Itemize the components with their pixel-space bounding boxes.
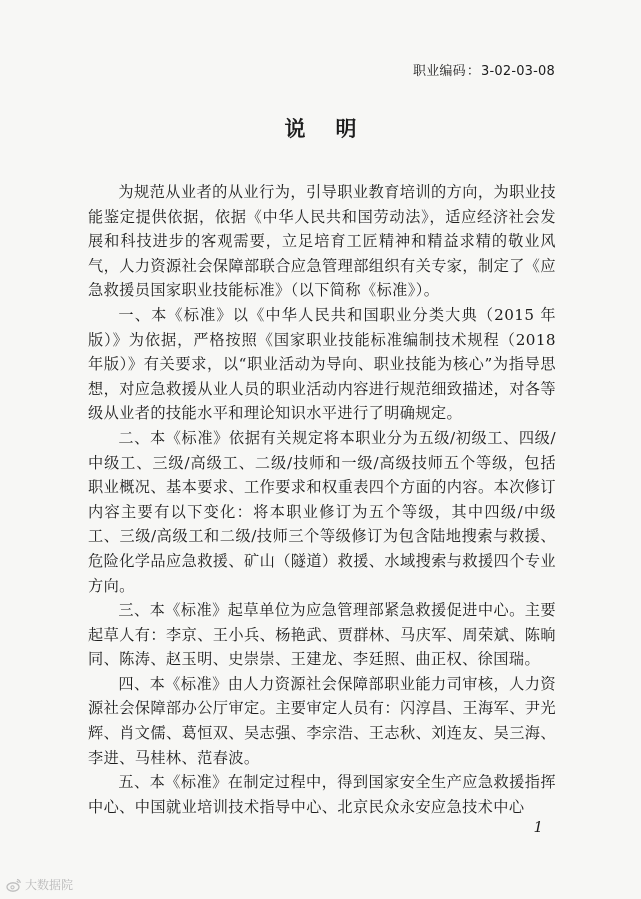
paragraph-4: 四、本《标准》由人力资源社会保障部职业能力司审核，人力资源社会保障部办公厅审定。主要审定人员有：闪淳昌、王海军、尹光辉、肖文儒、葛恒双、吴志强、李宗浩、王志秋、刘连友、吴三海、李进、马桂林、范春波。 bbox=[88, 674, 556, 767]
paragraph-5: 五、本《标准》在制定过程中，得到国家安全生产应急救援指挥中心、中国就业培训技术指导中心、北京民众永安应急技术中心 bbox=[88, 773, 556, 816]
paragraph-3: 三、本《标准》起草单位为应急管理部紧急救援促进中心。主要起草人有：李京、王小兵、杨艳武、贾群林、马庆军、周荣斌、陈晌同、陈涛、赵玉明、史崇崇、王建龙、李廷照、曲正权、徐国瑞。 bbox=[88, 601, 556, 669]
document-body bbox=[88, 180, 556, 819]
occupation-code-label: 职业编码 bbox=[413, 64, 466, 79]
paragraph-intro: 为规范从业者的从业行为，引导职业教育培训的方向，为职业技能鉴定提供依据，依据《中华人民共和国劳动法》，适应经济社会发展和科技进步的客观需要，立足培育工匠精神和精益求精的敬业风气，人力资源社会保障部联合应急管理部组织有关专家，制定了《应急救援员国家职业技能标准》（以下简称《标准》）。 bbox=[88, 183, 556, 300]
page-title: 说明 bbox=[284, 117, 387, 141]
occupation-code bbox=[413, 60, 555, 79]
occupation-code-value: 3-02-03-08 bbox=[481, 64, 555, 79]
occupation-code-separator: ： bbox=[466, 64, 481, 79]
watermark-text: 大数据院 bbox=[25, 878, 74, 892]
weibo-logo-icon bbox=[6, 877, 22, 893]
page-number: 1 bbox=[533, 818, 543, 836]
paragraph-1: 一、本《标准》以《中华人民共和国职业分类大典（2015 年版）》为依据，严格按照《国家职业技能标准编制技术规程（2018 年版）》有关要求，以“职业活动为导向、职业技能为核心”为指导思想，对应急救援从业人员的职业活动内容进行规范细致描述，对各等级从业者的技能水平和理论知识水平进行了明确规定。 bbox=[88, 305, 556, 423]
paragraph-2: 二、本《标准》依据有关规定将本职业分为五级/初级工、四级/中级工、三级/高级工、二级/技师和一级/高级技师五个等级，包括职业概况、基本要求、工作要求和权重表四个方面的内容。本次修订内容主要有以下变化：将本职业修订为五个等级，其中四级/中级工、三级/高级工和二级/技师三个等级修订为包含陆地搜索与救援、危险化学品应急救援、矿山（隧道）救援、水域搜索与救援四个专业方向。 bbox=[88, 428, 556, 595]
watermark bbox=[6, 876, 73, 893]
